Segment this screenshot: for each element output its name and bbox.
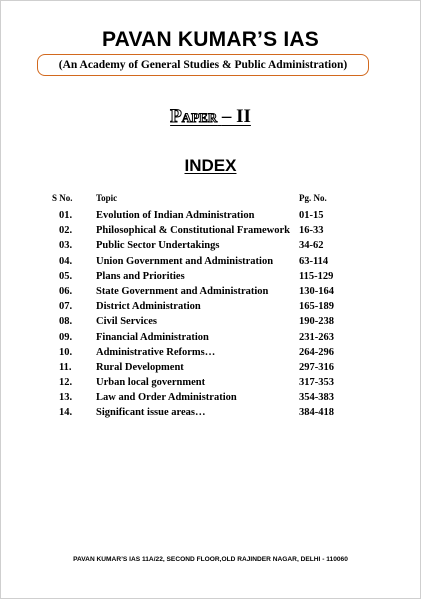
row-page: 16-33 — [299, 225, 324, 237]
paper-numeral: – II — [221, 106, 251, 127]
academy-subtitle-box — [37, 54, 369, 76]
table-row — [0, 256, 421, 271]
table-row — [0, 271, 421, 286]
index-heading: INDEX — [184, 156, 237, 175]
row-sno: 07. — [59, 301, 73, 313]
row-topic: District Administration — [96, 301, 201, 313]
row-topic: State Government and Administration — [96, 285, 269, 297]
row-sno: 06. — [59, 285, 73, 297]
row-topic: Evolution of Indian Administration — [96, 210, 255, 221]
row-sno: 05. — [59, 270, 73, 282]
table-row — [0, 316, 421, 331]
row-page: 190-238 — [299, 316, 334, 328]
row-page: 130-164 — [299, 285, 334, 297]
row-topic: Financial Administration — [96, 331, 209, 343]
row-sno: 09. — [59, 331, 73, 343]
column-header-topic: Topic — [96, 193, 118, 203]
column-header-page: Pg. No. — [299, 193, 327, 203]
row-sno: 10. — [59, 346, 73, 358]
row-topic: Urban local government — [96, 377, 206, 389]
paper-heading — [0, 106, 421, 128]
row-page: 115-129 — [299, 270, 334, 282]
table-row — [0, 362, 421, 377]
row-page: 317-353 — [299, 377, 334, 389]
row-sno: 02. — [59, 225, 73, 237]
row-topic: Plans and Priorities — [96, 270, 185, 282]
row-topic: Civil Services — [96, 316, 157, 328]
row-sno: 01. — [59, 210, 73, 221]
row-page: 34-62 — [299, 240, 324, 252]
row-sno: 11. — [59, 361, 72, 373]
row-sno: 08. — [59, 316, 73, 328]
academy-title: PAVAN KUMAR’S IAS — [102, 28, 319, 51]
row-page: 354-383 — [299, 392, 334, 404]
table-row — [0, 392, 421, 407]
row-sno: 04. — [59, 255, 73, 267]
table-row — [0, 225, 421, 240]
row-topic: Significant issue areas… — [96, 407, 206, 419]
table-row — [0, 377, 421, 392]
row-page: 384-418 — [299, 407, 334, 419]
table-row — [0, 240, 421, 255]
academy-subtitle: (An Academy of General Studies & Public Administration) — [58, 59, 348, 71]
column-header-sno: S No. — [52, 193, 73, 203]
row-page: 231-263 — [299, 331, 334, 343]
table-row — [0, 347, 421, 362]
row-sno: 14. — [59, 407, 73, 419]
table-row — [0, 301, 421, 316]
index-table — [0, 210, 421, 423]
table-row — [0, 210, 421, 225]
row-page: 01-15 — [299, 210, 324, 221]
table-row — [0, 407, 421, 422]
row-topic: Philosophical & Constitutional Framework — [96, 225, 290, 237]
row-topic: Law and Order Administration — [96, 392, 237, 404]
row-sno: 03. — [59, 240, 73, 252]
row-topic: Rural Development — [96, 361, 184, 373]
row-page: 63-114 — [299, 255, 329, 267]
row-sno: 12. — [59, 377, 73, 389]
footer-address: PAVAN KUMAR’S IAS 11A/22, SECOND FLOOR,OLD RAJINDER NAGAR, DELHI - 110060 — [73, 556, 348, 563]
row-topic: Public Sector Undertakings — [96, 240, 220, 252]
paper-label: Paper — [170, 106, 218, 127]
row-topic: Administrative Reforms… — [96, 346, 216, 358]
table-row — [0, 286, 421, 301]
row-page: 165-189 — [299, 301, 334, 313]
row-page: 264-296 — [299, 346, 334, 358]
row-sno: 13. — [59, 392, 73, 404]
row-topic: Union Government and Administration — [96, 255, 274, 267]
table-row — [0, 332, 421, 347]
row-page: 297-316 — [299, 361, 334, 373]
